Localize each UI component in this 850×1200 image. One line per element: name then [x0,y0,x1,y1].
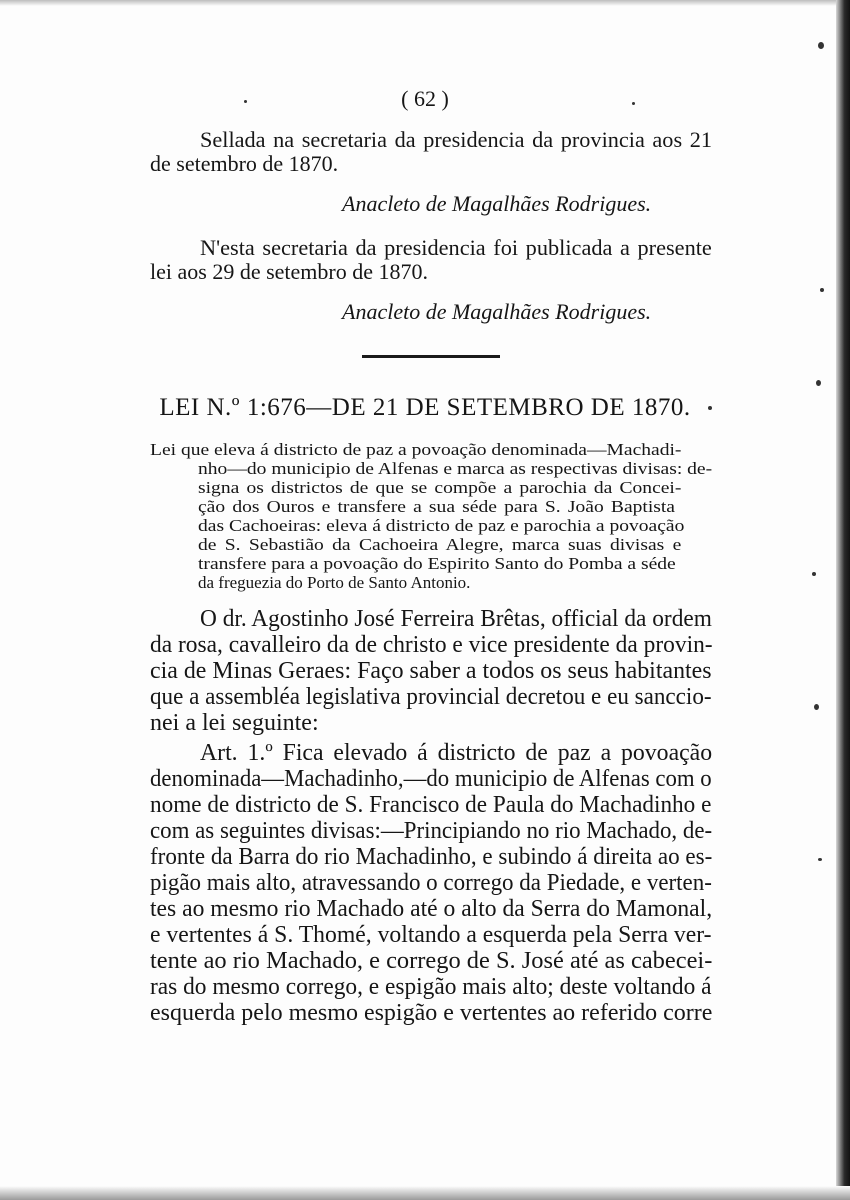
article-line: tente ao rio Machado, e corrego de S. José até as cabecei- [150,948,713,974]
publication-line: N'esta secretaria da presidencia foi publicada a presente [200,235,712,260]
scan-speck [820,288,824,292]
summary-line: Lei que eleva á districto de paz a povoação denominada—Machadi- [150,440,682,459]
article-line: fronte da Barra do rio Machadinho, e subindo á direita ao es- [150,844,713,870]
scan-speck [818,858,822,861]
scan-speck [812,572,816,576]
publication-line: lei aos 29 de setembro de 1870. [150,259,428,284]
scan-speck [244,100,247,103]
preamble-line: nei a lei seguinte: [150,710,319,736]
scan-speck [632,102,635,105]
article-line: com as seguintes divisas:—Principiando no rio Machado, de- [150,818,713,844]
scan-speck [816,380,821,386]
page-number: ( 62 ) [401,86,449,111]
article-line: Art. 1.º Fica elevado á districto de paz a povoação [200,740,713,766]
article-line: tes ao mesmo rio Machado até o alto da Serra do Mamonal, [150,896,713,922]
preamble-line: cia de Minas Geraes: Faço saber a todos os seus habitantes [150,658,712,684]
law-title: LEI N.º 1:676—DE 21 DE SETEMBRO DE 1870. [159,394,691,421]
summary-line: signa os districtos de que se compõe a parochia da Concei- [198,478,682,497]
summary-line: das Cachoeiras: eleva á districto de paz e parochia a povoação [198,516,685,535]
preamble-line: que a assembléa legislativa provincial decretou e eu sanccio- [150,684,712,710]
article-line: esquerda pelo mesmo espigão e vertentes ao referido corre [150,1000,713,1026]
article-line: denominada—Machadinho,—do municipio de Alfenas com o [150,766,712,792]
article-line: pigão mais alto, atravessando o corrego da Piedade, e verten- [150,870,712,896]
signature: Anacleto de Magalhães Rodrigues. [342,191,652,216]
page-right-edge [836,0,850,1200]
article-line: ras do mesmo corrego, e espigão mais alto; deste voltando á [150,974,712,1000]
scan-speck [814,704,819,710]
page-bottom-edge [0,1186,850,1200]
summary-line: da freguezia do Porto de Santo Antonio. [198,573,471,592]
preamble-line: da rosa, cavalleiro da de christo e vice presidente da provin- [150,632,713,658]
summary-line: de S. Sebastião da Cachoeira Alegre, marca suas divisas e [198,535,682,554]
section-divider [362,355,500,358]
signature: Anacleto de Magalhães Rodrigues. [342,299,652,324]
header-line: Sellada na secretaria da presidencia da provincia aos 21 [200,127,712,152]
summary-line: transfere para a povoação do Espirito Santo do Pomba a séde [198,554,676,573]
summary-line: ção dos Ouros e transfere a sua séde para S. João Baptista [198,497,675,516]
scan-speck [818,42,824,49]
scan-speck [708,406,712,410]
article-line: nome de districto de S. Francisco de Paula do Machadinho e [150,792,712,818]
page-top-edge [0,0,850,6]
article-line: e vertentes á S. Thomé, voltando a esquerda pela Serra ver- [150,922,712,948]
preamble-line: O dr. Agostinho José Ferreira Brêtas, official da ordem [200,606,712,632]
summary-line: nho—do municipio de Alfenas e marca as respectivas divisas: de- [198,459,713,478]
header-line: de setembro de 1870. [150,151,339,176]
